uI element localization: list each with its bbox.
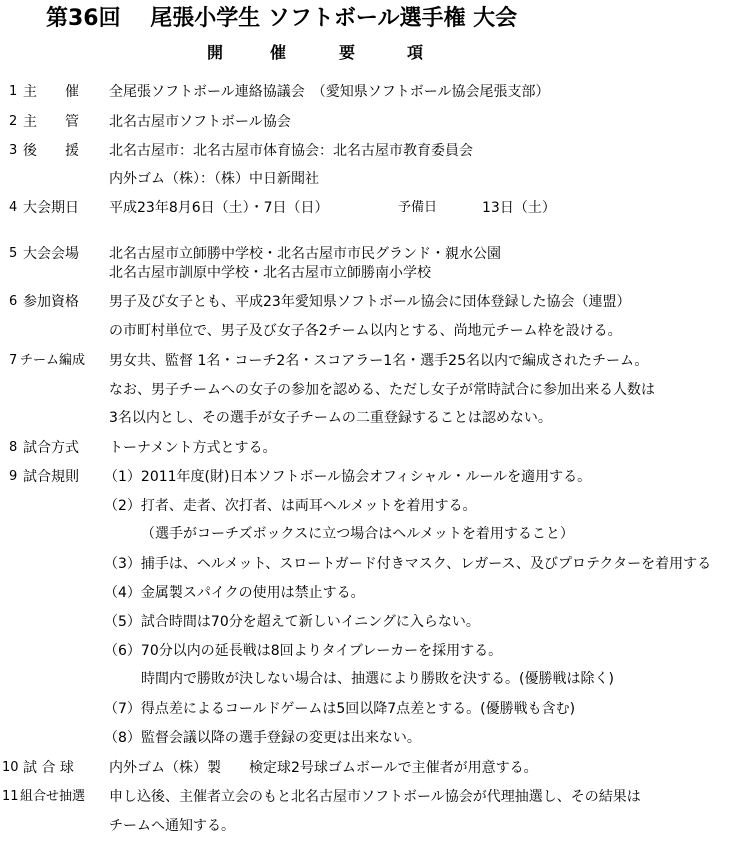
item-label: 試合方式 [23, 440, 79, 456]
item-label: 主 管 [23, 114, 79, 130]
item-label: 組合せ抽選 [20, 789, 86, 804]
subtitle-char: 要 [339, 43, 356, 62]
item-text: 北名古屋市：北名古屋市体育協会：北名古屋市教育委員会 [109, 143, 473, 159]
item-text: 3名以内とし、その選手が女子チームの二重登録することは認めない。 [109, 410, 552, 426]
item-text: なお、男子チームへの女子の参加を認める、ただし女子が常時試合に参加出来る人数は [109, 382, 655, 398]
item-text: チームへ通知する。 [109, 818, 235, 834]
page-title: 第36回 尾張小学生 ソフトボール選手権 大会 [46, 6, 518, 31]
item-number: 6 [9, 294, 18, 309]
subtitle-char: 項 [407, 43, 424, 62]
item-text: 男女共、監督 1名・コーチ2名・スコアラー1名・選手25名以内で編成されたチーム。 [109, 353, 649, 369]
item-text: の市町村単位で、男子及び女子各2チーム以内とする、尚地元チーム枠を設ける。 [109, 323, 622, 339]
rule-line: （4）金属製スパイクの使用は禁止する。 [104, 585, 365, 601]
item-text: 内外ゴム（株）：（株）中日新聞社 [109, 171, 319, 187]
item-label: 参加資格 [23, 294, 79, 310]
rule-line: （8）監督会議以降の選手登録の変更は出来ない。 [104, 730, 421, 746]
rule-line: 時間内で勝敗が決しない場合は、抽選により勝敗を決する。(優勝戦は除く) [141, 671, 614, 687]
rule-line: （2）打者、走者、次打者、は両耳ヘルメットを着用する。 [104, 498, 477, 514]
rule-line: （選手がコーチズボックスに立つ場合はヘルメットを着用すること） [141, 526, 574, 542]
item-text: トーナメント方式とする。 [109, 440, 277, 456]
rule-line: （1）2011年度(財)日本ソフトボール協会オフィシャル・ルールを適用する。 [104, 469, 592, 485]
item-text: 全尾張ソフトボール連絡協議会 （愛知県ソフトボール協会尾張支部） [109, 84, 550, 100]
item-number: 9 [9, 469, 18, 484]
item-number: 4 [9, 200, 18, 215]
item-text: 北名古屋市ソフトボール協会 [109, 114, 291, 130]
item-label: 大会期日 [23, 200, 79, 216]
reserve-day-value: 13日（土） [482, 200, 556, 216]
item-text: 内外ゴム（株）製 検定球2号球ゴムボールで主催者が用意する。 [109, 760, 538, 776]
item-number: 3 [9, 143, 18, 158]
item-text: 平成23年8月6日（土）・7日（日） [109, 200, 329, 216]
item-number: 1 [9, 84, 18, 99]
item-label: 後 援 [23, 143, 79, 159]
item-number: 8 [9, 440, 18, 455]
item-text: 男子及び女子とも、平成23年愛知県ソフトボール協会に団体登録した協会（連盟） [109, 294, 631, 310]
item-label: 試 合 球 [23, 760, 74, 776]
item-number: 10 [2, 760, 19, 775]
subtitle-char: 開 [207, 43, 224, 62]
item-number: 7 [9, 353, 18, 368]
item-text: 北名古屋市訓原中学校・北名古屋市立師勝南小学校 [109, 265, 431, 281]
item-number: 2 [9, 114, 18, 129]
item-label: 大会会場 [23, 246, 79, 262]
rule-line: （6）70分以内の延長戦は8回よりタイブレーカーを採用する。 [104, 643, 503, 659]
rule-line: （5）試合時間は70分を超えて新しいイニングに入らない。 [104, 614, 480, 630]
subtitle-char: 催 [270, 43, 287, 62]
reserve-day-label: 予備日 [398, 200, 438, 215]
item-label: 試合規則 [23, 469, 79, 485]
rule-line: （3）捕手は、ヘルメット、スロートガード付きマスク、レガース、及びプロテクターを着用する [104, 556, 712, 572]
item-number: 11 [2, 789, 19, 804]
item-label: 主 催 [23, 84, 79, 100]
rule-line: （7）得点差によるコールドゲームは5回以降7点差とする。(優勝戦も含む) [104, 701, 576, 717]
item-label: チーム編成 [20, 353, 86, 368]
item-number: 5 [9, 246, 18, 261]
item-text: 申し込後、主催者立会のもと北名古屋市ソフトボール協会が代理抽選し、その結果は [109, 789, 641, 805]
item-text: 北名古屋市立師勝中学校・北名古屋市市民グランド・親水公園 [109, 246, 501, 262]
